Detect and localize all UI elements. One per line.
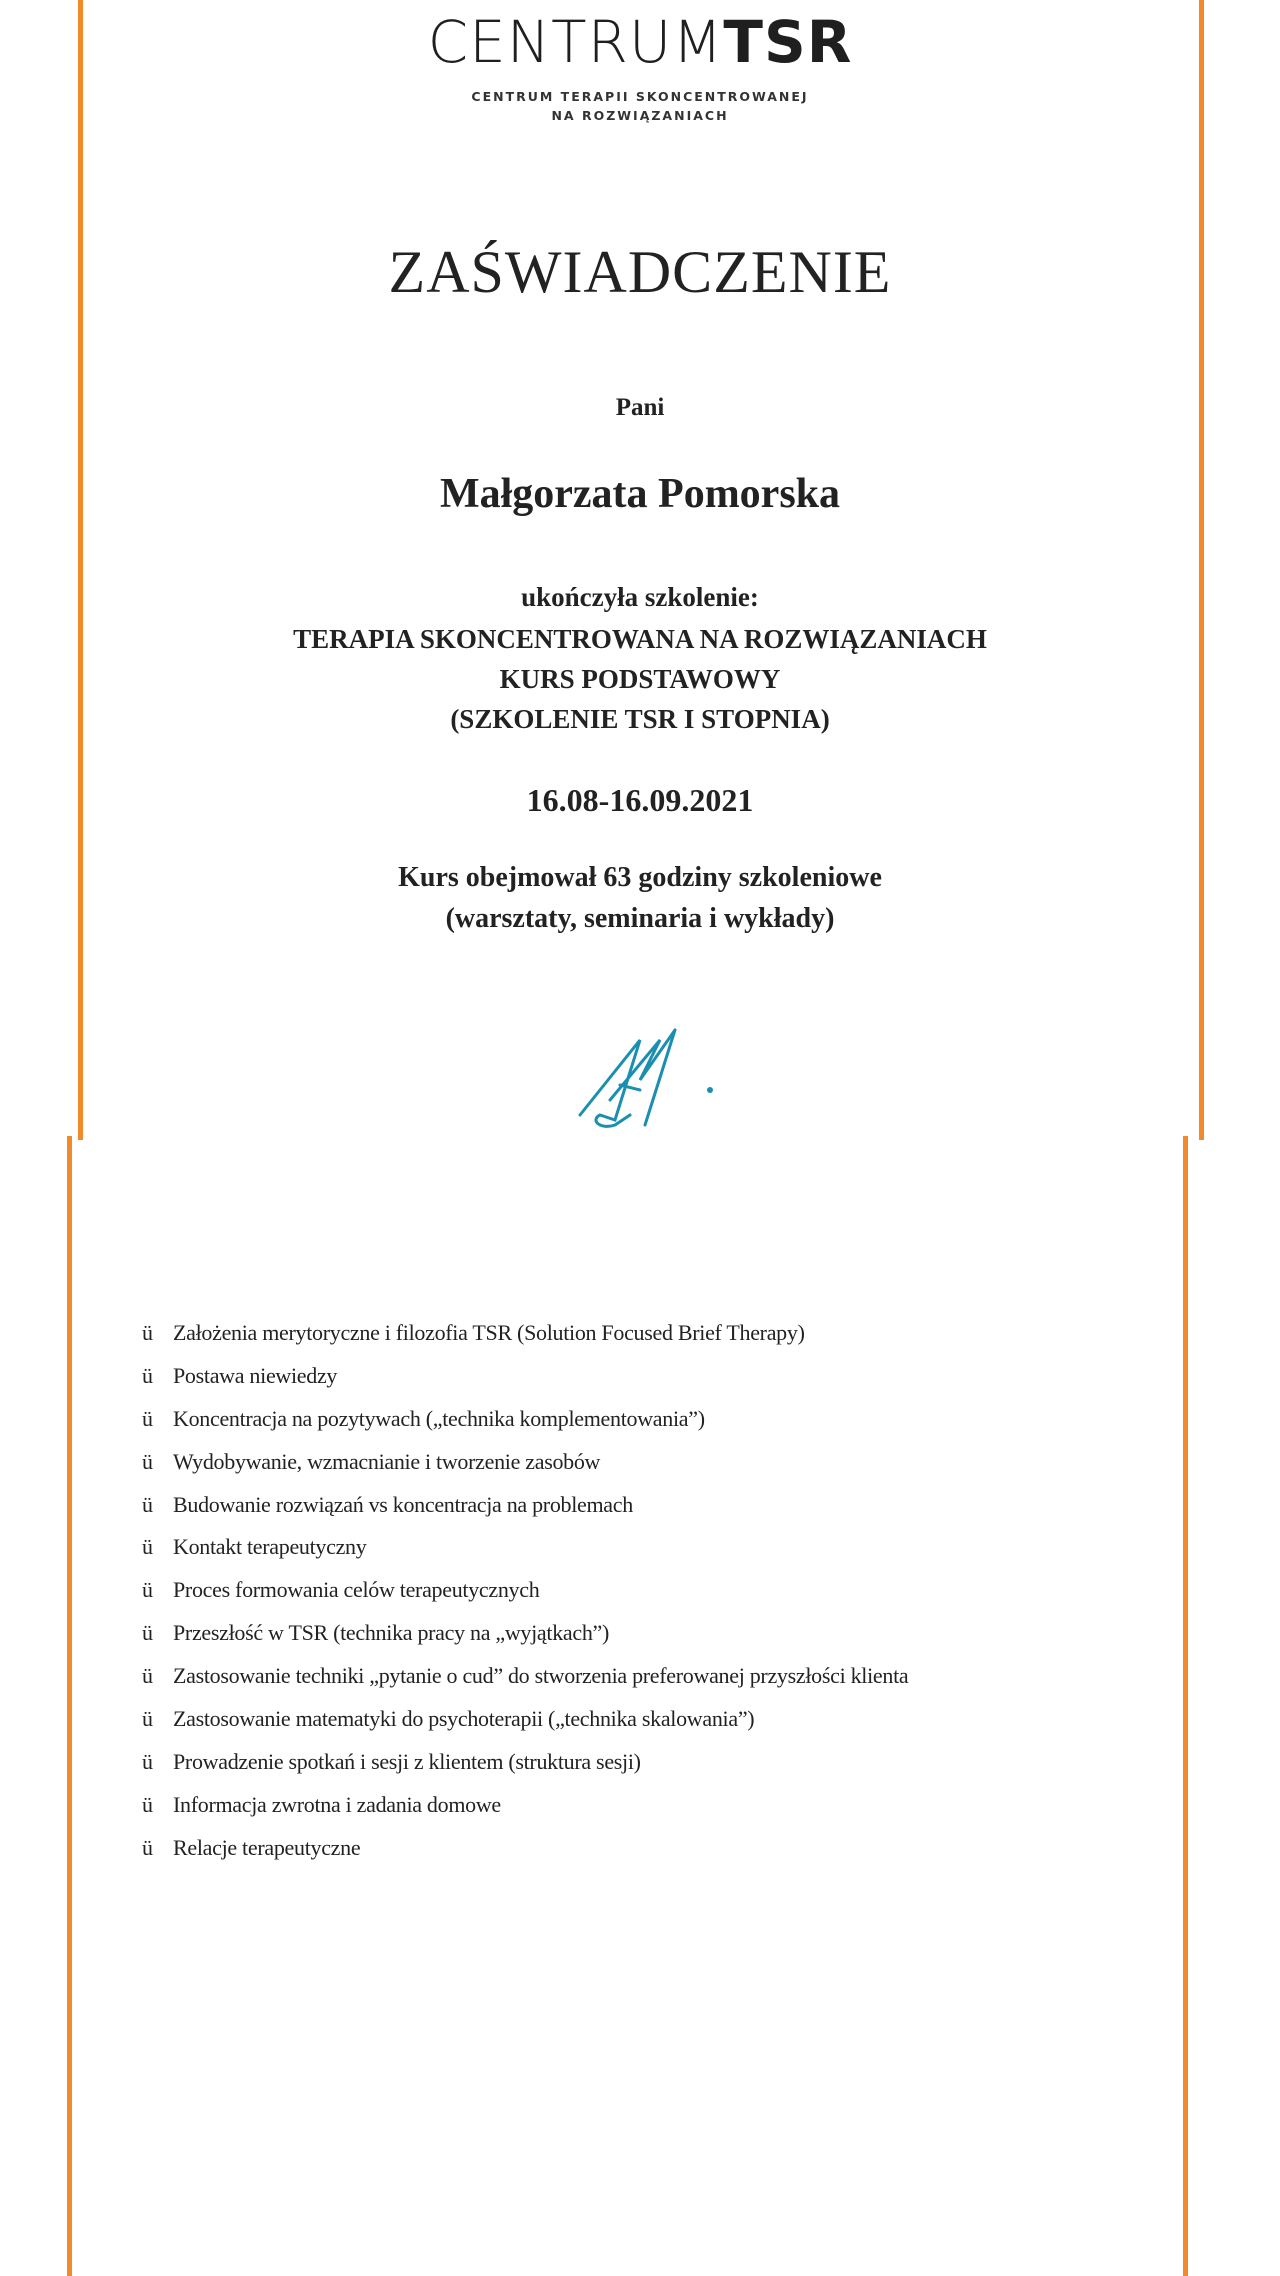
topic-text: Informacja zwrotna i zadania domowe <box>173 1791 501 1817</box>
salutation: Pani <box>615 394 665 421</box>
topic-item <box>130 1704 908 1747</box>
topic-text: Budowanie rozwiązań vs koncentracja na problemach <box>173 1491 633 1517</box>
topic-text: Założenia merytoryczne i filozofia TSR (Solution Focused Brief Therapy) <box>173 1320 805 1345</box>
topic-item <box>130 1618 908 1661</box>
topic-item <box>130 1361 908 1404</box>
topic-text: Relacje terapeutyczne <box>173 1834 361 1860</box>
topic-item <box>130 1318 908 1361</box>
topic-text: Zastosowanie techniki „pytanie o cud” do stworzenia preferowanej przyszłości klienta <box>173 1663 909 1689</box>
check-bullet-icon: ü <box>142 1748 153 1774</box>
topic-item <box>130 1790 908 1833</box>
topic-item <box>130 1747 908 1790</box>
logo-bold: TSR <box>723 8 853 76</box>
check-bullet-icon: ü <box>142 1320 153 1345</box>
course-degree: (SZKOLENIE TSR I STOPNIA) <box>450 704 830 734</box>
check-bullet-icon: ü <box>142 1362 153 1388</box>
logo-light: CENTRUM <box>427 8 724 76</box>
page1-left-border <box>78 0 83 1140</box>
check-bullet-icon: ü <box>142 1577 153 1603</box>
topic-text: Postawa niewiedzy <box>173 1362 338 1388</box>
page2-right-border <box>1183 1136 1188 2276</box>
topic-text: Prowadzenie spotkań i sesji z klientem (struktura sesji) <box>173 1748 641 1774</box>
signature <box>570 1020 730 1145</box>
course-name: TERAPIA SKONCENTROWANA NA ROZWIĄZANIACH <box>293 624 987 654</box>
topics-list <box>130 1318 908 1876</box>
topic-item <box>130 1490 908 1533</box>
check-bullet-icon: ü <box>142 1405 153 1431</box>
topic-text: Proces formowania celów terapeutycznych <box>173 1577 540 1603</box>
topic-item <box>130 1833 908 1876</box>
topic-text: Przeszłość w TSR (technika pracy na „wyjątkach”) <box>173 1620 610 1646</box>
course-dates: 16.08-16.09.2021 <box>526 782 754 818</box>
topic-item <box>130 1404 908 1447</box>
course-level: KURS PODSTAWOWY <box>499 664 781 694</box>
check-bullet-icon: ü <box>142 1834 153 1860</box>
check-bullet-icon: ü <box>142 1448 153 1474</box>
recipient-name: Małgorzata Pomorska <box>439 471 841 517</box>
logo-subtitle-1: CENTRUM TERAPII SKONCENTROWANEJ <box>471 89 809 104</box>
topic-text: Koncentracja na pozytywach („technika komplementowania”) <box>173 1405 705 1431</box>
logo <box>0 8 1280 76</box>
check-bullet-icon: ü <box>142 1791 153 1817</box>
topic-item <box>130 1575 908 1618</box>
course-hours: Kurs obejmował 63 godziny szkoleniowe <box>398 862 882 893</box>
page1-right-border <box>1199 0 1204 1140</box>
completed-text: ukończyła szkolenie: <box>521 582 759 612</box>
topic-item <box>130 1532 908 1575</box>
check-bullet-icon: ü <box>142 1706 153 1732</box>
check-bullet-icon: ü <box>142 1491 153 1517</box>
check-bullet-icon: ü <box>142 1534 153 1560</box>
check-bullet-icon: ü <box>142 1620 153 1646</box>
topic-text: Kontakt terapeutyczny <box>173 1534 367 1560</box>
topic-text: Wydobywanie, wzmacnianie i tworzenie zasobów <box>173 1448 601 1474</box>
course-hours-detail: (warsztaty, seminaria i wykłady) <box>445 903 835 934</box>
check-bullet-icon: ü <box>142 1663 153 1689</box>
topic-text: Zastosowanie matematyki do psychoterapii („technika skalowania”) <box>173 1706 755 1732</box>
page2-left-border <box>67 1136 72 2276</box>
certificate-title: ZAŚWIADCZENIE <box>388 239 892 305</box>
topic-item <box>130 1447 908 1490</box>
logo-subtitle-2: NA ROZWIĄZANIACH <box>551 108 729 123</box>
topic-item <box>130 1661 908 1704</box>
